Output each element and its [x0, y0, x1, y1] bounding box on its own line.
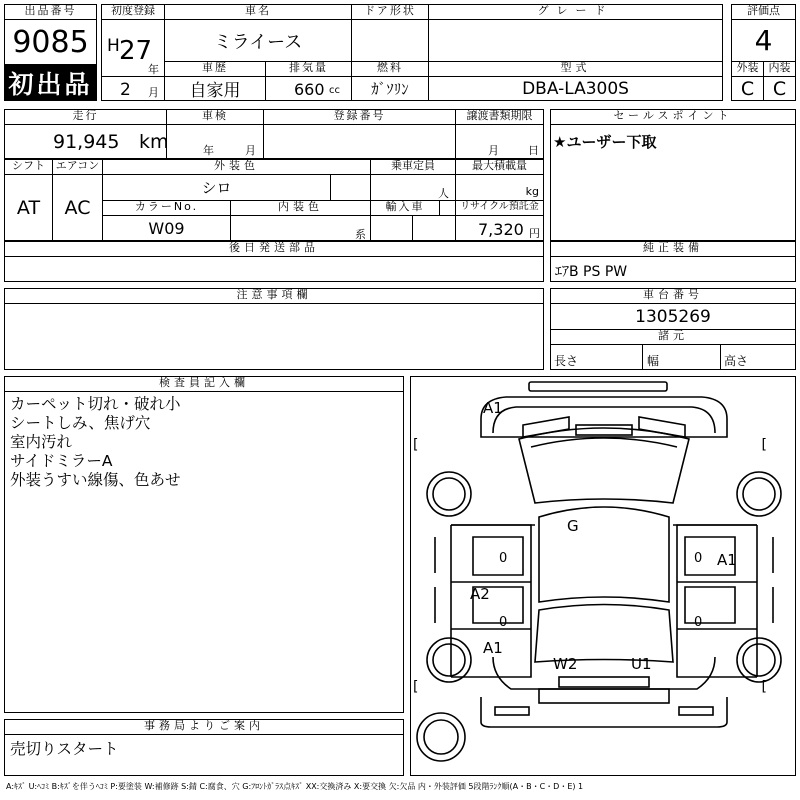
height-label: 高さ	[724, 354, 749, 368]
damage-mark: G	[567, 517, 579, 535]
inspection-label: 車検	[166, 109, 264, 125]
first-registration-label: 初度登録	[101, 4, 165, 20]
inspector-notes-lines	[10, 395, 181, 490]
office-guidance-label: 事務局よりご案内	[4, 719, 404, 735]
transfer-deadline-label: 譲渡書類期限	[455, 109, 544, 125]
first-listing-badge: 初出品	[4, 64, 97, 101]
interior-color-unit: 系	[355, 228, 366, 241]
specs-label: 諸元	[550, 329, 796, 345]
registration-year: 27	[119, 36, 153, 66]
transfer-deadline-cell	[455, 124, 544, 159]
damage-mark: 0	[694, 551, 703, 566]
displacement-unit: cc	[329, 85, 340, 96]
recycle-fee-label: リサイクル預託金	[455, 200, 544, 216]
interior-grade: C	[763, 76, 796, 101]
inspector-note: シートしみ、焦げ穴	[10, 414, 151, 432]
notes-box	[4, 303, 544, 370]
era: H	[107, 36, 120, 56]
inspector-note: 室内汚れ	[10, 433, 73, 451]
max-load-label: 最大積載量	[455, 159, 544, 175]
mileage: 91,945	[53, 131, 120, 153]
exterior-grade-label: 外装	[731, 61, 764, 77]
damage-mark: A1	[717, 551, 737, 569]
color-number-label: カラーNo.	[102, 200, 231, 216]
car-history-label: 車歴	[164, 61, 266, 77]
inspector-note: サイドミラーA	[10, 452, 113, 470]
capacity-cell	[370, 174, 456, 201]
month-unit: 月	[148, 86, 159, 99]
door-type	[351, 19, 429, 62]
height-cell	[720, 344, 796, 370]
model-code-label: 型式	[428, 61, 723, 77]
bracket-mark: [	[761, 679, 767, 695]
damage-legend: A:ｷｽﾞ U:ﾍｺﾐ B:ｷｽﾞを伴うﾍｺﾐ P:要塗装 W:補修跡 S:錆 C:腐食、穴 G:ﾌﾛﾝﾄｶﾞﾗｽ点ｷｽﾞ XX:交換済み X:要交換 欠:欠品 内・外装評価 5段階ﾗﾝｸ順(A・B・C・D・E) 1	[6, 782, 584, 791]
damage-mark: U1	[631, 655, 652, 673]
inspection-cell	[166, 124, 264, 159]
sales-point-box	[550, 124, 796, 241]
mileage-unit: km	[139, 131, 169, 153]
width-label: 幅	[647, 354, 660, 368]
later-parts-label: 後日発送部品	[4, 241, 544, 257]
model-code: DBA-LA300S	[428, 76, 723, 101]
grade	[428, 19, 723, 62]
exterior-color-label: 外装色	[102, 159, 371, 175]
office-guidance-box	[4, 734, 404, 776]
bracket-mark: [	[761, 437, 767, 453]
transfer-day-unit: 日	[528, 144, 539, 157]
genuine-equipment: ｴｱB PS PW	[555, 264, 628, 280]
sales-point-label: セールスポイント	[550, 109, 796, 125]
grade-label: グレード	[428, 4, 723, 20]
score-label: 評価点	[731, 4, 796, 20]
car-history: 自家用	[164, 76, 266, 101]
car-name-label: 車名	[164, 4, 352, 20]
shift: AT	[4, 174, 53, 241]
later-parts	[4, 256, 544, 282]
door-type-label: ドア形状	[351, 4, 429, 20]
damage-mark: 0	[694, 615, 703, 630]
inspector-note: カーペット切れ・破れ小	[10, 395, 181, 413]
aircon-label: エアコン	[52, 159, 103, 175]
genuine-equipment-box	[550, 256, 796, 282]
lot-number-label: 出品番号	[4, 4, 97, 20]
damage-mark: A2	[470, 585, 490, 603]
score: 4	[731, 19, 796, 62]
interior-color-label: 内装色	[230, 200, 371, 216]
genuine-equipment-label: 純正装備	[550, 241, 796, 257]
interior-grade-label: 内装	[763, 61, 796, 77]
damage-mark: 0	[499, 615, 508, 630]
exterior-color-extra	[330, 174, 371, 201]
sales-point-text: ★ユーザー下取	[553, 133, 657, 151]
capacity-label: 乗車定員	[370, 159, 456, 175]
registration-month: 2	[120, 80, 131, 100]
office-guidance: 売切りスタート	[10, 740, 119, 758]
damage-mark: W2	[553, 655, 578, 673]
length-cell	[550, 344, 643, 370]
recycle-fee-unit: 円	[529, 227, 540, 240]
length-label: 長さ	[554, 354, 579, 368]
transfer-month-unit: 月	[488, 144, 499, 157]
chassis-number: 1305269	[550, 303, 796, 330]
registration-number-label: 登録番号	[263, 109, 456, 125]
fuel: ｶﾞｿﾘﾝ	[351, 76, 429, 101]
first-registration-year-cell	[101, 19, 165, 77]
max-load-cell	[455, 174, 544, 201]
mileage-label: 走行	[4, 109, 167, 125]
inspection-month-unit: 月	[245, 144, 256, 157]
damage-mark: 0	[499, 551, 508, 566]
import-label: 輸入車	[370, 200, 440, 216]
year-unit: 年	[148, 63, 159, 76]
inspector-notes-label: 検査員記入欄	[4, 376, 404, 392]
car-body-diagram	[411, 377, 797, 777]
exterior-color: シロ	[102, 174, 331, 201]
color-number: W09	[102, 215, 231, 241]
inspector-note: 外装うすい線傷、色あせ	[10, 471, 181, 489]
capacity-unit: 人	[438, 187, 449, 200]
displacement: 660	[294, 80, 325, 99]
recycle-fee: 7,320	[478, 220, 524, 239]
registration-number	[263, 124, 456, 159]
bracket-mark: [	[413, 679, 419, 695]
notes-label: 注意事項欄	[4, 288, 544, 304]
fuel-label: 燃料	[351, 61, 429, 77]
shift-label: シフト	[4, 159, 53, 175]
exterior-grade: C	[731, 76, 764, 101]
displacement-cell	[265, 76, 352, 101]
inspection-year-unit: 年	[203, 144, 214, 157]
recycle-fee-cell	[455, 215, 544, 241]
inspector-notes-box	[4, 391, 404, 713]
chassis-number-label: 車台番号	[550, 288, 796, 304]
mileage-cell	[4, 124, 167, 159]
aircon: AC	[52, 174, 103, 241]
import-cell-a	[370, 215, 413, 241]
lot-number: 9085	[4, 19, 97, 65]
first-registration-month-cell	[101, 76, 165, 101]
max-load-unit: kg	[525, 185, 539, 198]
car-diagram-box	[410, 376, 796, 776]
damage-mark: A1	[483, 639, 503, 657]
interior-color-cell	[230, 215, 371, 241]
width-cell	[642, 344, 721, 370]
damage-mark: A1	[483, 399, 503, 417]
import-cell-b	[412, 215, 456, 241]
car-name: ミライース	[164, 19, 352, 62]
bracket-mark: [	[413, 437, 419, 453]
displacement-label: 排気量	[265, 61, 352, 77]
